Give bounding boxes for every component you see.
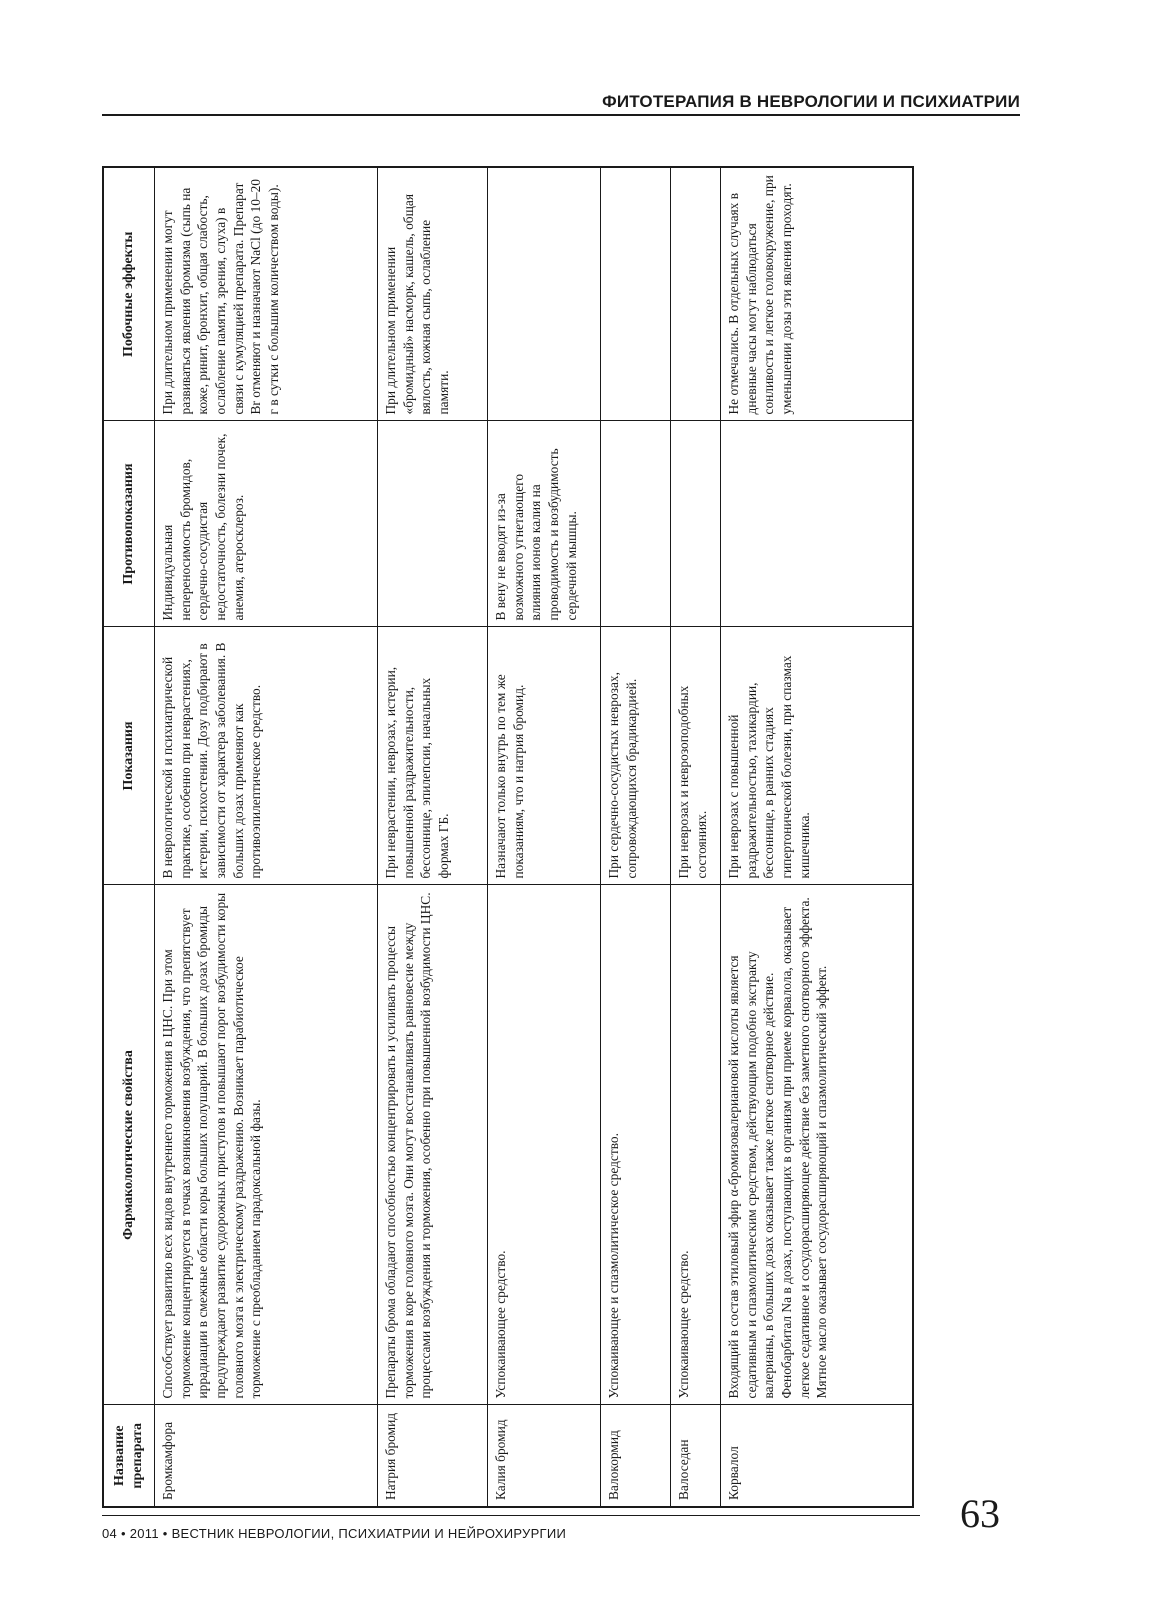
drug-contraindications (601, 421, 671, 627)
drug-side-effects: При длительном применении «бромидный» насморк, кашель, общая вялость, кожная сыпь, ослабление памяти. (378, 167, 488, 421)
drug-side-effects: Не отмечались. В отдельных случаях в дневные часы могут наблюдаться сонливость и легкое головокружение, при уменьшении дозы эти явления проходят. (721, 167, 914, 421)
drug-properties: Способствует развитию всех видов внутреннего торможения в ЦНС. При этом торможение концентрируется в точках возникновения возбуждения, что препятствует иррадиации в смежные области коры больших полушарий. В больших дозах бромиды предупреждают развитие судорожных приступов и повышают порог возбудимости коры головного мозга к электрическому раздражению. Возникает парабиотическое торможение с преобладанием парадоксальной фазы. (155, 885, 378, 1405)
drug-side-effects: При длительном применении могут развиваться явления бромизма (сыпь на коже, ринит, бронхит, общая слабость, ослабление памяти, зрения, слуха) в связи с кумуляцией препарата. Препарат Br отменяют и назначают NaCl (до 10–20 г в сутки с большим количеством воды). (155, 167, 378, 421)
drug-properties: Входящий в состав этиловый эфир α-бромизовалериановой кислоты является седативным и спазмолитическим средством, действующим подобно экстракту валерианы, в больших дозах оказывает также легкое снотворное действие. Фенобарбитал Na в дозах, поступающих в организм при приеме корвалола, оказывает легкое седативное и сосудорасширяющее действие без заметного снотворного эффекта. Мятное масло оказывает сосудорасширяющий и спазмолитический эффект. (721, 885, 914, 1405)
drug-name: Натрия бромид (378, 1405, 488, 1507)
drug-contraindications (721, 421, 914, 627)
drug-side-effects (671, 167, 721, 421)
page-number: 63 (960, 1491, 1000, 1536)
drug-contraindications: В вену не вводят из-за возможного угнетающего влияния ионов калия на проводимость и возбудимость сердечной мышцы. (488, 421, 601, 627)
drug-indications: При неврозах и неврозоподобных состояниях. (671, 627, 721, 885)
drug-properties: Успокаивающее средство. (671, 885, 721, 1405)
column-header-contraindications: Противопоказания (103, 421, 155, 627)
table-header-row (103, 167, 155, 1507)
drug-indications: Назначают только внутрь по тем же показаниям, что и натрия бромид. (488, 627, 601, 885)
column-header-side-effects: Побочные эффекты (103, 167, 155, 421)
header-rule (102, 114, 1020, 116)
table-row (601, 167, 671, 1507)
drug-side-effects (488, 167, 601, 421)
drug-name: Калия бромид (488, 1405, 601, 1507)
drug-contraindications: Индивидуальная непереносимость бромидов, сердечно-сосудистая недостаточность, болезни почек, анемия, атеросклероз. (155, 421, 378, 627)
drug-indications: При неврозах с повышенной раздражительностью, тахикардии, бессоннице, в ранних стадиях гипертонической болезни, при спазмах кишечника. (721, 627, 914, 885)
table-row (488, 167, 601, 1507)
drug-name: Корвалол (721, 1405, 914, 1507)
drug-indications: В неврологической и психиатрической практике, особенно при неврастениях, истерии, психостении. Дозу подбирают в зависимости от характера заболевания. В больших дозах применяют как противоэпилептическое средство. (155, 627, 378, 885)
drug-side-effects (601, 167, 671, 421)
table-row (671, 167, 721, 1507)
running-header: ФИТОТЕРАПИЯ В НЕВРОЛОГИИ И ПСИХИАТРИИ (602, 92, 1020, 111)
drug-contraindications (671, 421, 721, 627)
drug-properties: Успокаивающее средство. (488, 885, 601, 1405)
drug-name: Валокормид (601, 1405, 671, 1507)
drug-indications: При неврастении, неврозах, истерии, повышенной раздражительности, бессоннице, эпилепсии, начальных формах ГБ. (378, 627, 488, 885)
table-row (721, 167, 914, 1507)
drug-indications: При сердечно-сосудистых неврозах, сопровождающихся брадикардией. (601, 627, 671, 885)
drugs-table (102, 166, 914, 1508)
table-row (155, 167, 378, 1507)
rotated-table-container (102, 168, 914, 1508)
column-header-indications: Показания (103, 627, 155, 885)
journal-footer: 04 • 2011 • ВЕСТНИК НЕВРОЛОГИИ, ПСИХИАТРИИ И НЕЙРОХИРУРГИИ (102, 1526, 567, 1541)
drug-name: Бромкамфора (155, 1405, 378, 1507)
drug-properties: Успокаивающее и спазмолитическое средство. (601, 885, 671, 1405)
drug-name: Валоседан (671, 1405, 721, 1507)
footer-rule (102, 1515, 920, 1516)
drug-contraindications (378, 421, 488, 627)
column-header-name: Название препарата (103, 1405, 155, 1507)
column-header-properties: Фармакологические свойства (103, 885, 155, 1405)
drug-properties: Препараты брома обладают способностью концентрировать и усиливать процессы торможения в коре головного мозга. Они могут восстанавливать равновесие между процессами возбуждения и торможения, особенно при повышенной возбудимости ЦНС. (378, 885, 488, 1405)
table-row (378, 167, 488, 1507)
